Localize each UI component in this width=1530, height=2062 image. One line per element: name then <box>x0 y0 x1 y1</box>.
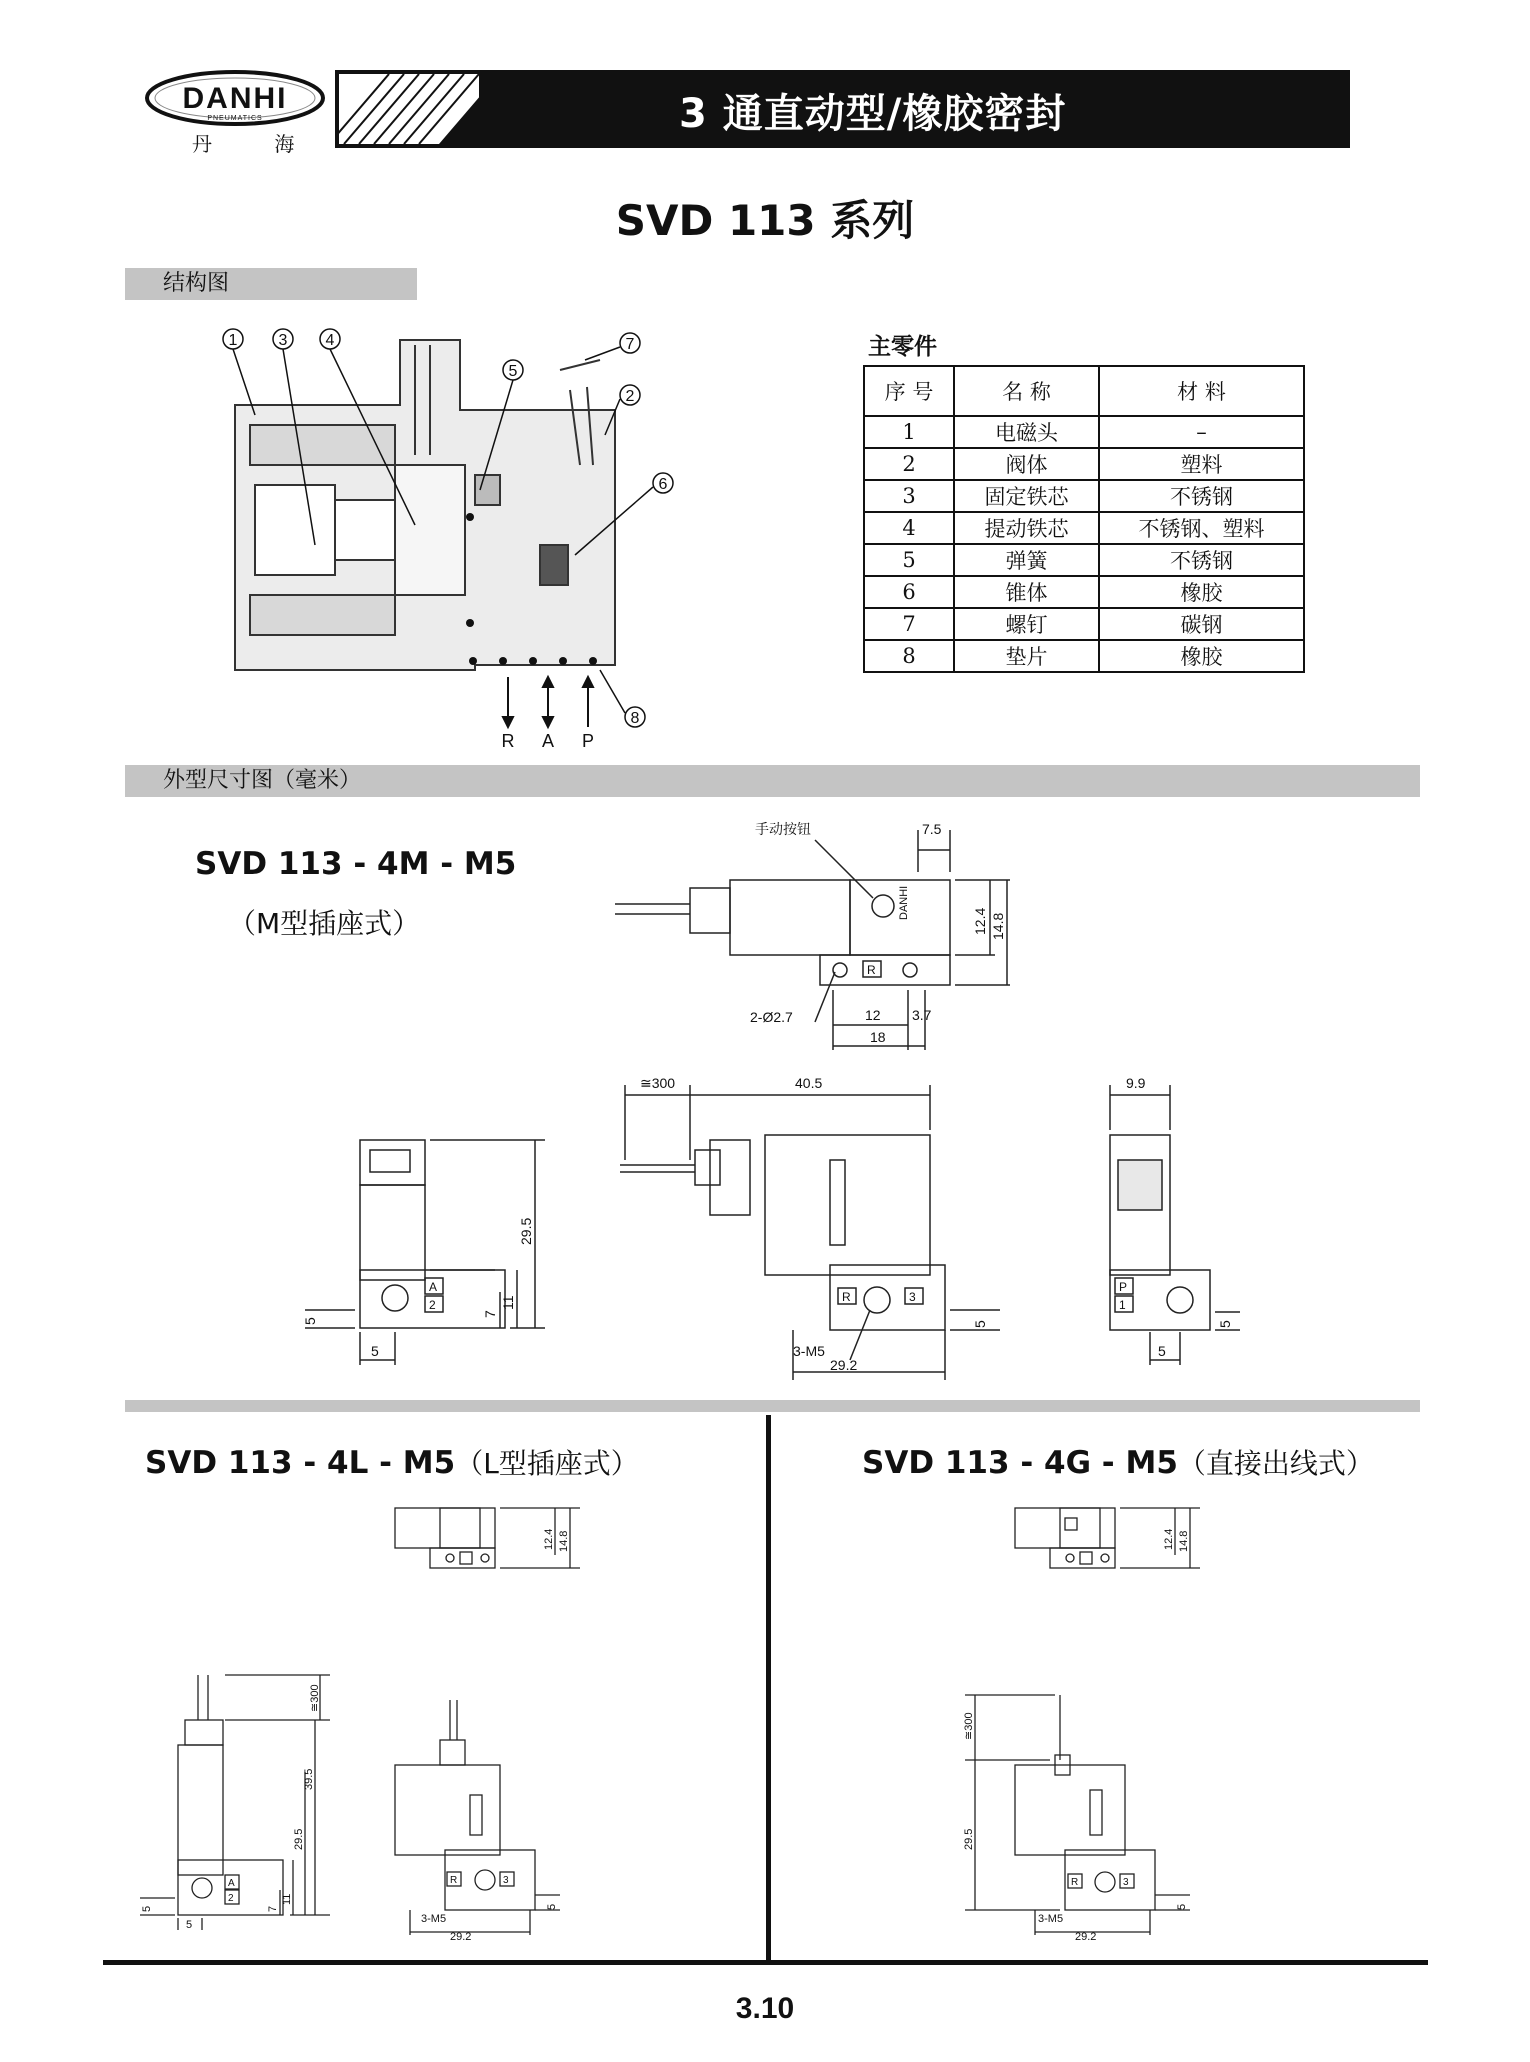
dim-m5: 3-M5 <box>793 1343 825 1359</box>
g-dim-5: 5 <box>1176 1903 1188 1910</box>
parts-header-name: 名 称 <box>954 366 1099 416</box>
l-dim-300: ≅300 <box>309 1684 321 1712</box>
page-number: 3.10 <box>735 1992 795 2025</box>
l-dim-29-2: 29.2 <box>450 1931 472 1940</box>
logo-sub: PNEUMATICS <box>207 115 263 122</box>
part-no: 1 <box>864 416 954 448</box>
structure-diagram <box>215 315 675 755</box>
l-port-3: 3 <box>503 1875 509 1886</box>
callout-6: 6 <box>658 476 668 493</box>
parts-title: 主零件 <box>868 334 937 360</box>
model-g-name: SVD 113 - 4G - M5 <box>862 1445 1178 1481</box>
port-label-1: 1 <box>1119 1298 1126 1312</box>
part-no: 7 <box>864 608 954 640</box>
table-row <box>864 480 1304 512</box>
model-g-sub: （直接出线式） <box>1177 1447 1374 1480</box>
part-name: 螺钉 <box>954 608 1099 640</box>
g-top-view <box>1010 1500 1210 1580</box>
model-l-title <box>145 1442 639 1482</box>
l-port-2: 2 <box>228 1893 234 1904</box>
callout-4: 4 <box>325 332 335 349</box>
table-row <box>864 448 1304 480</box>
dim-a-5: 5 <box>302 1317 318 1325</box>
l-port-r: R <box>450 1875 458 1886</box>
dim-a-5b: 5 <box>371 1343 379 1359</box>
port-label-r: R <box>867 963 876 977</box>
l-dim-29-5: 29.5 <box>293 1828 305 1850</box>
g-front-view <box>950 1690 1200 1940</box>
dim-7-5: 7.5 <box>922 821 942 837</box>
m-side-view-p <box>1090 1060 1240 1370</box>
g-port-3: 3 <box>1123 1877 1129 1888</box>
part-name: 固定铁芯 <box>954 480 1099 512</box>
part-no: 8 <box>864 640 954 672</box>
header-stripes <box>339 74 479 144</box>
table-row <box>864 544 1304 576</box>
port-r: R <box>501 731 515 751</box>
dim-f-5: 5 <box>972 1320 988 1328</box>
table-row <box>864 608 1304 640</box>
callout-5: 5 <box>508 363 518 380</box>
part-material: – <box>1099 416 1304 448</box>
series-title: SVD 113 系列 <box>615 196 915 245</box>
callout-8: 8 <box>630 710 640 727</box>
part-no: 6 <box>864 576 954 608</box>
callout-1: 1 <box>228 332 238 349</box>
m-side-view-a <box>295 1060 555 1370</box>
l-dim-11: 11 <box>281 1893 293 1905</box>
g-dim-300: ≅300 <box>963 1712 975 1740</box>
logo-word: DANHI <box>182 82 288 115</box>
table-row <box>864 416 1304 448</box>
table-row <box>864 512 1304 544</box>
callout-2: 2 <box>625 388 635 405</box>
bottom-rule <box>103 1960 1428 1965</box>
dim-3-7: 3.7 <box>912 1007 932 1023</box>
callout-7: 7 <box>625 336 635 353</box>
parts-table <box>863 365 1305 673</box>
part-material: 橡胶 <box>1099 640 1304 672</box>
dim-29-2: 29.2 <box>830 1357 858 1373</box>
g-dim-29-5: 29.5 <box>963 1828 975 1850</box>
port-p: P <box>581 731 595 751</box>
part-name: 弹簧 <box>954 544 1099 576</box>
dim-manual-button: 手动按钮 <box>755 821 811 837</box>
dim-9-9: 9.9 <box>1126 1075 1146 1091</box>
model-l-sub: （L型插座式） <box>455 1447 639 1480</box>
section-structure: 结构图 <box>125 268 417 300</box>
header-bar <box>335 70 1350 148</box>
dim-14-8: 14.8 <box>990 912 1006 940</box>
g-dim-29-2: 29.2 <box>1075 1931 1097 1940</box>
dim-300: ≅300 <box>640 1075 676 1091</box>
g-port-r: R <box>1071 1877 1079 1888</box>
part-material: 不锈钢、塑料 <box>1099 512 1304 544</box>
l-dim-7: 7 <box>267 1905 279 1912</box>
part-name: 垫片 <box>954 640 1099 672</box>
model-g-title <box>862 1442 1374 1482</box>
section-divider <box>125 1400 1420 1412</box>
header-title: 3 通直动型/橡胶密封 <box>679 91 1067 137</box>
l-top-view <box>390 1500 590 1580</box>
l-dim-m5: 3-M5 <box>421 1913 447 1925</box>
model-m-sub: （M型插座式） <box>228 907 421 940</box>
part-material: 橡胶 <box>1099 576 1304 608</box>
table-row <box>864 576 1304 608</box>
table-row <box>864 640 1304 672</box>
m-front-view <box>615 1060 1005 1380</box>
part-no: 2 <box>864 448 954 480</box>
part-material: 不锈钢 <box>1099 480 1304 512</box>
l-dim-5b: 5 <box>186 1919 193 1930</box>
dim-12-4: 12.4 <box>972 907 988 935</box>
port-a: A <box>541 731 555 751</box>
part-name: 电磁头 <box>954 416 1099 448</box>
part-name: 提动铁芯 <box>954 512 1099 544</box>
dim-a-11: 11 <box>500 1295 516 1310</box>
part-name: 阀体 <box>954 448 1099 480</box>
dim-18: 18 <box>870 1029 886 1045</box>
parts-header-material: 材 料 <box>1099 366 1304 416</box>
l-dim-39-5: 39.5 <box>303 1768 315 1790</box>
part-no: 4 <box>864 512 954 544</box>
g-dim-12-4: 12.4 <box>1163 1528 1175 1550</box>
l-dim-14-8: 14.8 <box>558 1530 570 1552</box>
port-label-p: P <box>1119 1280 1128 1294</box>
l-dim-f5: 5 <box>546 1903 558 1910</box>
part-name: 锥体 <box>954 576 1099 608</box>
logo-chinese: 丹 海 <box>192 132 323 156</box>
l-side-view <box>130 1660 340 1930</box>
l-dim-12-4: 12.4 <box>543 1528 555 1550</box>
dim-p-5: 5 <box>1217 1320 1233 1328</box>
port-label-2: 2 <box>429 1298 436 1312</box>
dim-a-29-5: 29.5 <box>518 1217 534 1245</box>
dim-p-5b: 5 <box>1158 1343 1166 1359</box>
part-material: 碳钢 <box>1099 608 1304 640</box>
port-label-a: A <box>429 1280 438 1294</box>
model-m-title: SVD 113 - 4M - M5 <box>195 846 517 882</box>
model-l-name: SVD 113 - 4L - M5 <box>145 1445 456 1481</box>
part-material: 不锈钢 <box>1099 544 1304 576</box>
section-dimensions: 外型尺寸图（毫米） <box>125 765 1420 797</box>
part-material: 塑料 <box>1099 448 1304 480</box>
vertical-divider <box>766 1415 771 1965</box>
m-top-view <box>615 810 1035 1060</box>
g-dim-m5: 3-M5 <box>1038 1913 1064 1925</box>
part-no: 5 <box>864 544 954 576</box>
part-no: 3 <box>864 480 954 512</box>
g-dim-14-8: 14.8 <box>1178 1530 1190 1552</box>
parts-header-no: 序 号 <box>864 366 954 416</box>
dim-12: 12 <box>865 1007 881 1023</box>
dim-hole: 2-Ø2.7 <box>750 1009 793 1025</box>
l-front-view <box>385 1700 565 1940</box>
dim-brand: DANHI <box>898 885 910 920</box>
l-port-a: A <box>228 1878 235 1889</box>
dim-40-5: 40.5 <box>795 1075 823 1091</box>
l-dim-5: 5 <box>141 1905 153 1912</box>
port-label-3: 3 <box>909 1290 916 1304</box>
port-label-r2: R <box>842 1290 851 1304</box>
callout-3: 3 <box>278 332 288 349</box>
dim-a-7: 7 <box>482 1310 498 1318</box>
